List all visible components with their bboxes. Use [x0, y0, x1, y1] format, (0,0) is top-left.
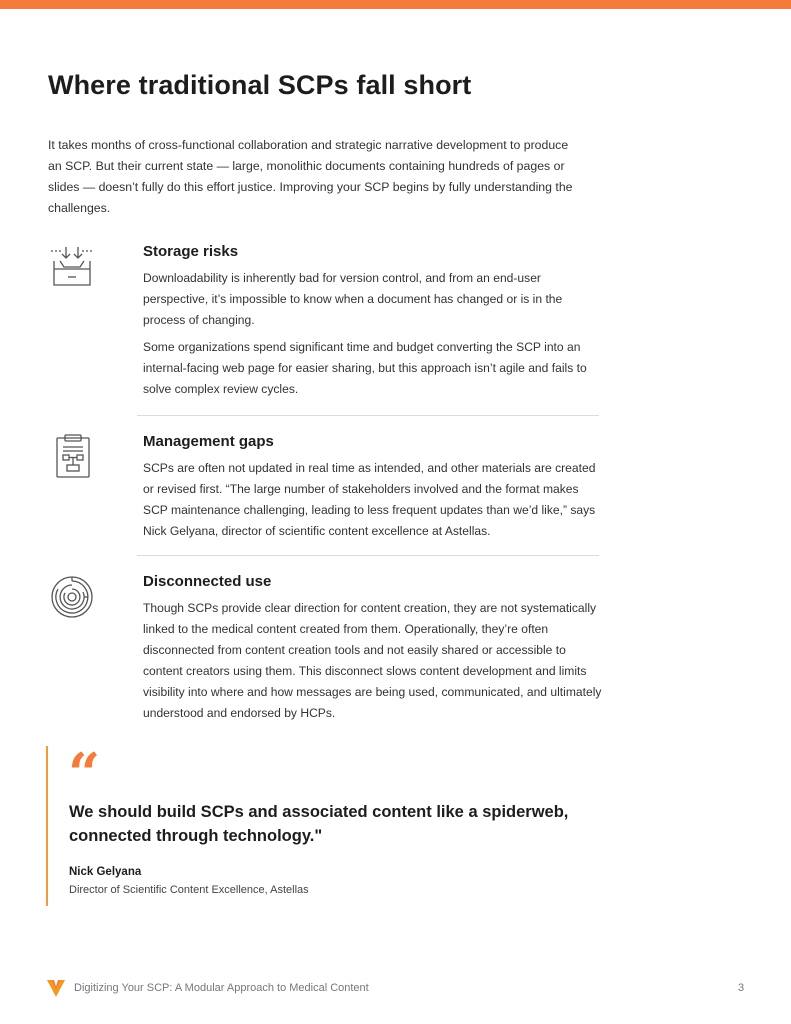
maze-icon — [48, 573, 96, 621]
pull-quote — [46, 741, 606, 906]
section-heading: Disconnected use — [143, 573, 272, 590]
section-paragraph: Though SCPs provide clear direction for content creation, they are not systematically linked to the medical content created from them. Operationally, they’re often disconnected from content creation tools and not easily shared or accessible to content creators using them. This disconnect slows content development and limits visibility into where and how messages are being used, communicated, and ultimately understood and endorsed by HCPs. — [143, 601, 602, 720]
section-paragraph: SCPs are often not updated in real time as intended, and other materials are created or revised first. “The large number of stakeholders involved and the format makes SCP maintenance challenging, leading to less frequent updates than we’d like,” says Nick Gelyana, director of scientific content excellence at Astellas. — [143, 461, 596, 538]
section-paragraph: Downloadability is inherently bad for version control, and from an end-user perspective, it’s impossible to know when a document has changed or is in the process of changing. — [143, 271, 563, 327]
page-number: 3 — [738, 982, 745, 994]
footer-document-title: Digitizing Your SCP: A Modular Approach to Medical Content — [74, 982, 369, 994]
page-title: Where traditional SCPs fall short — [48, 70, 472, 100]
clipboard-flowchart-icon — [48, 433, 96, 481]
quote-rule — [46, 746, 48, 906]
section-divider — [137, 555, 599, 556]
quote-author: Nick Gelyana — [69, 866, 142, 878]
quote-mark-icon: “ — [68, 741, 101, 807]
quote-text: We should build SCPs and associated content like a spiderweb, connected through technology." — [69, 803, 569, 845]
intro-paragraph: It takes months of cross-functional collaboration and strategic narrative development to produce an SCP. But their current state — large, monolithic documents containing hundreds of pages or slides — doesn’t fully do this effort justice. Improving your SCP begins by fully understanding the challenges. — [48, 138, 573, 215]
quote-author-role: Director of Scientific Content Excellence, Astellas — [69, 884, 309, 896]
section-paragraph: Some organizations spend significant time and budget converting the SCP into an internal-facing web page for easier sharing, but this approach isn’t agile and fails to solve complex review cycles. — [143, 340, 587, 396]
section-heading: Management gaps — [143, 433, 274, 450]
download-tray-icon — [48, 243, 96, 291]
veeva-logo-icon — [46, 978, 66, 998]
section-heading: Storage risks — [143, 243, 239, 260]
top-accent-bar — [0, 0, 791, 9]
section-divider — [137, 415, 599, 416]
